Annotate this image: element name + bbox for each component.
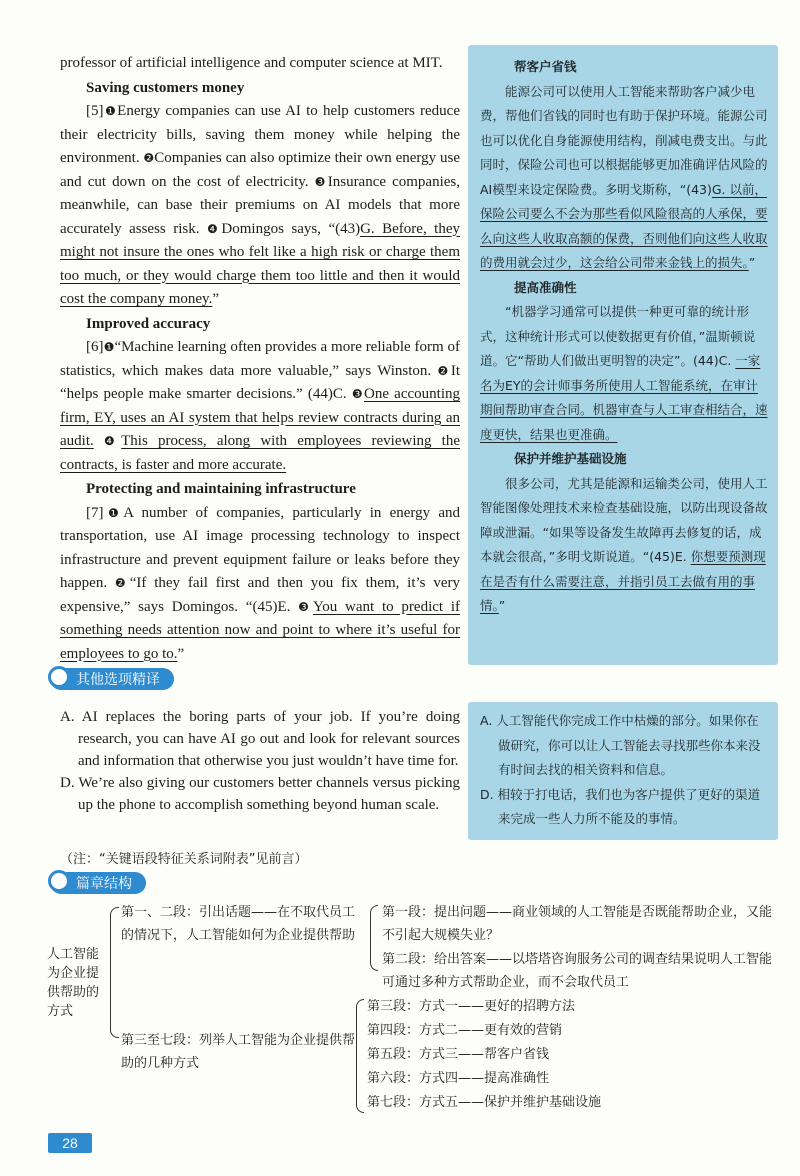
translation-paragraph-3 [480,472,768,619]
translation-underlined: G. 以前，保险公司要么不会为那些看似风险很高的人承保，要么向这些人收取高额的保费，否则他们向这些人收取的费用就会过少，这会给公司带来金钱上的损失。 [480,181,768,270]
translation-paragraph-1 [480,80,768,276]
section-label: 篇章结构 [76,876,132,892]
sentence-marker-2: ❷ [143,151,155,165]
sentence: Domingos says, “(43) [221,220,361,237]
section-pill [50,668,174,690]
sentence: It “helps people make smarter decisions.” (44)C. [60,362,461,402]
sentence-marker-3: ❸ [351,387,365,401]
translation-text: “机器学习通常可以提供一种更可靠的统计形式，这种统计形式可以使数据更有价值，”温斯顿说道。它“帮助人们做出更明智的决定”。(44)C. [480,304,756,368]
underlined-answer: G. Before, they might not insure the ones who felt like a high risk or charge them too much, or they would charge them too little and then it would cost the company money. [60,220,460,307]
quote-mark: ” [212,291,219,307]
section-pill [50,872,146,894]
section-title-other-options [50,667,200,691]
heading-saving-money: Saving customers money [86,79,245,96]
paragraph-5 [60,100,460,312]
sentence: “If they fail first and then you fix them, it’s very expensive,” says Domingos. “(45)E. [60,575,460,615]
option-d-translation: D. 相较于打电话，我们也为客户提供了更好的渠道来完成一些人力所不能及的事情。 [480,786,761,826]
section-label: 其他选项精译 [76,672,160,688]
underlined-answer: You want to predict if something needs attention now and point to where it’s useful for employees to go to. [60,598,460,662]
paragraph-number: [5] [86,103,104,119]
translation-text: 能源公司可以使用人工智能来帮助客户减少电费，帮他们省钱的同时也有助于保护环境。能源公司也可以优化自身能源使用结构，削减电费支出。与此同时，保险公司也可以根据能够更加准确评估风险的AI模型来设定保险费。多明戈斯称，“(43) [480,83,768,197]
brace-branch-1 [370,905,378,971]
sentence-marker-4: ❹ [103,434,122,448]
sentence-marker-1: ❶ [103,340,115,354]
quote-mark: ” [177,645,185,662]
quote-mark: ” [498,598,506,613]
translation-panel [468,45,778,665]
magnifier-icon [48,666,70,688]
paragraph-number: [6] [86,339,104,355]
sentence-marker-4: ❹ [206,221,222,236]
branch-2-item-1: 第三段：方式一——更好的招聘方法 [367,999,576,1014]
magnifier-icon [48,870,70,892]
sentence-marker-3: ❸ [298,599,313,614]
translation-paragraph-2 [480,300,768,447]
options-translation-panel [468,702,778,840]
heading-protecting-infrastructure: Protecting and maintaining infrastructure [86,481,356,497]
other-options-english [60,706,460,816]
branch-2-item-5: 第七段：方式五——保护并维护基础设施 [367,1095,602,1110]
option-a-translation: A. 人工智能代你完成工作中枯燥的部分。如果你在做研究，你可以让人工智能去寻找那些你本来没有时间去找的相关资料和信息。 [480,713,761,777]
sentence-marker-2: ❷ [437,363,451,378]
translation-underlined: 一家名为EY的会计师事务所使用人工智能系统，在审计期间帮助审查合同。机器审查与人工审查相结合，速度更快，结果也更准确。 [480,353,768,442]
branch-2-label: 第三至七段：列举人工智能为企业提供帮助的几种方式 [121,1033,356,1071]
option-d: D. We’re also giving our customers better channels versus picking up the phone to accomplish something beyond human scale. [60,775,460,813]
intro-line: professor of artificial intelligence and computer science at MIT. [60,55,443,71]
brace-root [110,907,119,1038]
branch-2-item-3: 第五段：方式三——帮客户省钱 [367,1047,550,1062]
quote-mark: ” [748,255,756,270]
sentence: Insurance companies, meanwhile, can base their premiums on AI models that more accurately assess risk. [60,173,461,237]
section-title-structure [50,871,200,895]
option-a: A. AI replaces the boring parts of your job. If you’re doing research, you can have AI go out and look for relevant sources and information that otherwise you just wouldn’t have time for. [60,709,460,769]
english-article [60,52,460,666]
underlined-answer: One accounting firm, EY, uses an AI system that helps review contracts during an audit. [60,386,460,449]
translation-heading-2: 提高准确性 [514,279,577,295]
sentence-marker-3: ❸ [314,174,328,189]
branch-1-label: 第一、二段：引出话题——在不取代员工的情况下，人工智能如何为企业提供帮助 [121,905,356,943]
footnote: （注：“关键语段特征关系词附表”见前言） [60,852,308,867]
sentence: Companies can also optimize their own energy use and cut down on the cost of electricity. [60,150,460,190]
sentence: “Machine learning often provides a more reliable form of statistics, which makes data more valuable,” says Winston. [60,339,460,379]
sentence-marker-2: ❷ [114,576,130,590]
translation-heading-1: 帮客户省钱 [514,59,577,74]
paragraph-7 [60,502,460,667]
branch-1-item-1: 第一段：提出问题——商业领域的人工智能是否既能帮助企业，又能不引起大规模失业？ [382,905,773,943]
branch-2-item-4: 第六段：方式四——提高准确性 [367,1071,550,1086]
translation-underlined: 你想要预测现在是否有什么需要注意，并指引员工去做有用的事情。 [480,549,766,613]
underlined-answer: This process, along with employees reviewing the contracts, is faster and more accurate. [60,433,460,473]
structure-diagram [0,895,800,1135]
translation-heading-3: 保护并维护基础设施 [514,451,627,466]
paragraph-6 [60,336,460,477]
structure-root: 人工智能为企业提供帮助的方式 [47,947,100,1019]
sentence-marker-1: ❶ [103,104,118,118]
sentence-marker-1: ❶ [103,505,124,520]
brace-branch-2 [356,999,364,1113]
heading-improved-accuracy: Improved accuracy [86,315,211,332]
paragraph-number: [7] [86,504,104,521]
sentence: A number of companies, particularly in energy and transportation, use AI image processing technology to inspect infrastructure and prevent equipment failure or leaks before they happen. [60,504,461,591]
branch-1-item-2: 第二段：给出答案——以塔塔咨询服务公司的调查结果说明人工智能可通过多种方式帮助企业，而不会取代员工 [382,952,773,990]
page-number: 28 [48,1133,92,1153]
translation-text: 很多公司，尤其是能源和运输类公司，使用人工智能图像处理技术来检查基础设施，以防出现设备故障或泄漏。“如果等设备发生故障再去修复的话，成本就会很高，”多明戈斯说道。“(45)E. [480,475,768,564]
branch-2-item-2: 第四段：方式二——更有效的营销 [367,1023,563,1038]
sentence: Energy companies can use AI to help customers reduce their electricity bills, saving them money while helping the environment. [60,103,460,166]
